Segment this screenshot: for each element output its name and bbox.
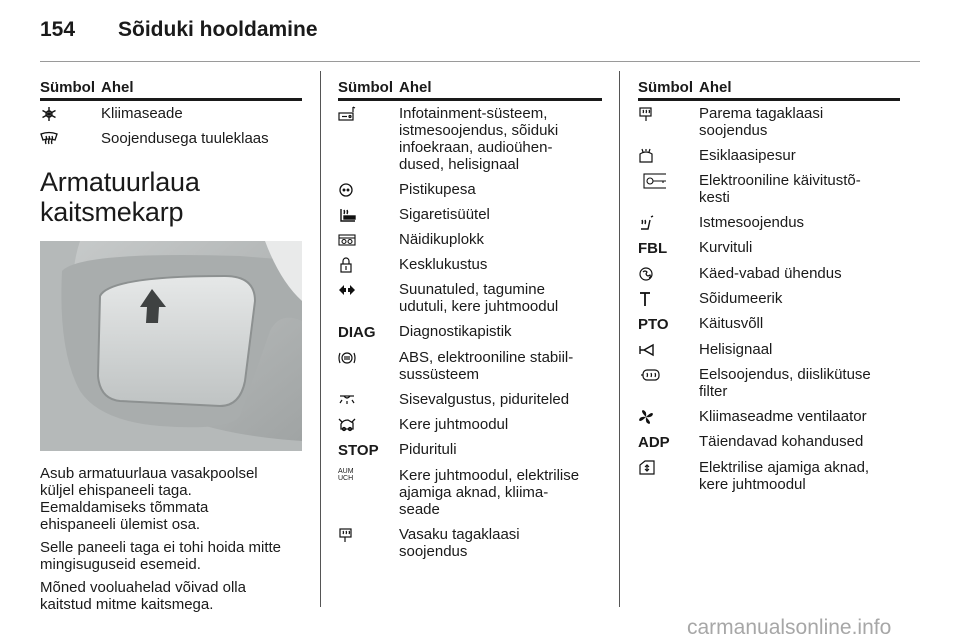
table-row [638,239,900,257]
symbol-column-header: Sümbol [40,79,95,96]
paragraph: Mõned vooluahelad võivad olla kaitstud mitme kaitsmega. [40,579,246,613]
turn-signal-icon [338,282,356,298]
rear-window-heater-right-icon [638,106,656,122]
circuit-label: Infotainment-süsteem, istmesoojendus, sõiduki infoekraan, audioühen- dused, helisignaal [399,105,559,173]
symbol-label: AUM [338,468,354,475]
table-row [338,206,602,223]
table-row [40,105,302,122]
circuit-label: Pidurituli [399,441,457,458]
circuit-label: Elektrooniline käivitustõ- kesti [699,172,861,206]
table-row [638,214,900,231]
table-row [338,441,602,459]
circuit-label: Kliimaseadme ventilaator [699,408,867,425]
circuit-label: Istmesoojendus [699,214,805,231]
table-row [338,231,602,248]
symbol-label: ADP [638,434,670,451]
page-title: Sõiduki hooldamine [118,18,318,41]
circuit-column-header: Ahel [101,79,134,96]
circuit-label: Esiklaasipesur [699,147,796,164]
circuit-label: Vasaku tagaklaasi soojendus [399,526,520,560]
table-header [40,79,302,98]
table-row [638,105,900,139]
circuit-label: Parema tagaklaasi soojendus [699,105,824,139]
circuit-label: Helisignaal [699,341,773,358]
paragraph: Asub armatuurlaua vasakpoolsel küljel ehispaneeli taga. Eemaldamiseks tõmmata ehispaneeli ülemist osa. [40,465,258,533]
fuse-box-cover-photo [40,241,302,451]
table-row [338,181,602,198]
symbol-label: FBL [638,240,668,257]
table-row [638,172,900,206]
power-window-icon [638,460,656,476]
table-row [638,341,900,358]
circuit-label: Kliimaseade [101,105,183,122]
circuit-label: Näidikuplokk [399,231,485,248]
table-row [338,391,602,408]
circuit-label: Sisevalgustus, piduriteled [399,391,570,408]
table-row [638,315,900,333]
column-3 [638,79,900,501]
table-row [338,526,602,560]
symbol-label: UCH [338,475,354,482]
preheating-icon [638,367,660,383]
table-row [40,130,302,147]
column-divider [619,71,620,607]
watermark: carmanualsonline.info [687,616,892,639]
symbol-label: DIAG [338,324,376,341]
electronic-key-icon [638,173,666,189]
table-header [638,79,900,98]
circuit-label: Soojendusega tuuleklaas [101,130,269,147]
circuit-column-header: Ahel [399,79,432,96]
table-row [638,265,900,282]
table-row [338,349,602,383]
circuit-label: Käed-vabad ühendus [699,265,842,282]
header-divider [40,61,920,62]
tachograph-icon [638,291,656,307]
circuit-label: ABS, elektrooniline stabiil- sussüsteem [399,349,574,383]
cigarette-lighter-icon [338,207,356,223]
instrument-cluster-icon [338,232,356,248]
rear-window-heater-left-icon [338,527,356,543]
circuit-label: Sõidumeerik [699,290,783,307]
symbol-label: PTO [638,316,669,333]
abs-icon [338,350,356,366]
circuit-column-header: Ahel [699,79,732,96]
heated-windshield-icon [40,131,58,147]
column-1 [40,79,302,619]
table-row [638,290,900,307]
table-row [638,433,900,451]
table-row [338,467,602,518]
symbol-column-header: Sümbol [338,79,393,96]
circuit-label: Diagnostikapistik [399,323,512,340]
table-row [638,147,900,164]
table-row [338,323,602,341]
circuit-label: Suunatuled, tagumine udutuli, kere juhtmoodul [399,281,559,315]
seat-heater-icon [638,215,656,231]
section-heading: Armatuurlaua kaitsmekarp [40,167,200,227]
circuit-label: Kurvituli [699,239,753,256]
table-header [338,79,602,98]
table-header-rule [638,98,900,101]
table-row [338,281,602,315]
fan-icon [638,409,656,425]
infotainment-icon [338,106,356,122]
central-locking-icon [338,257,356,273]
table-row [638,459,900,493]
paragraph: Selle paneeli taga ei tohi hoida mitte mingisuguseid esemeid. [40,539,281,573]
table-header-rule [40,98,302,101]
symbol-label: STOP [338,442,379,459]
table-row [638,366,900,400]
table-row [338,416,602,433]
symbol-column-header: Sümbol [638,79,693,96]
circuit-label: Käitusvõll [699,315,764,332]
power-outlet-icon [338,182,356,198]
column-divider [320,71,321,607]
circuit-label: Pistikupesa [399,181,476,198]
interior-light-icon [338,392,356,408]
circuit-label: Sigaretisüütel [399,206,490,223]
table-row [638,408,900,425]
column-2 [338,79,602,568]
circuit-label: Eelsoojendus, diislikütuse filter [699,366,871,400]
table-row [338,256,602,273]
circuit-label: Kere juhtmoodul, elektrilise ajamiga aknad, kliima- seade [399,467,580,518]
hands-free-icon [638,266,656,282]
horn-icon [638,342,656,358]
table-row [338,105,602,173]
circuit-label: Täiendavad kohandused [699,433,864,450]
circuit-label: Elektrilise ajamiga aknad, kere juhtmoodul [699,459,870,493]
snowflake-icon [40,106,58,122]
windshield-washer-icon [638,148,656,164]
body-control-module-icon [338,417,356,433]
circuit-label: Kere juhtmoodul [399,416,509,433]
circuit-label: Kesklukustus [399,256,488,273]
page-number: 154 [40,18,76,41]
table-header-rule [338,98,602,101]
